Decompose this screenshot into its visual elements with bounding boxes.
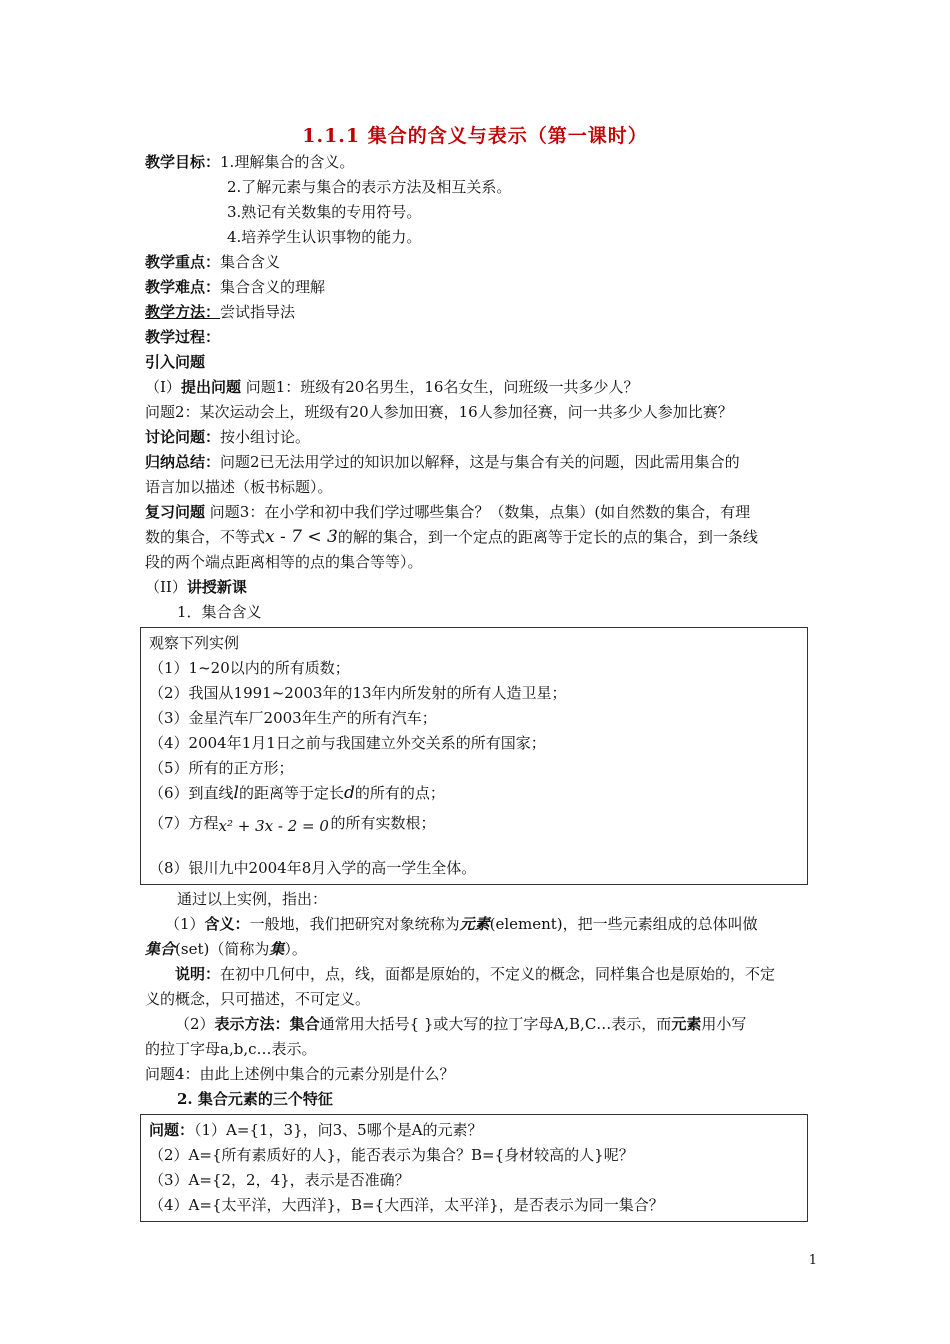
question-item: （3）A={2，2，4}，表示是否准确？	[149, 1171, 410, 1189]
question-item: （2）A={所有素质好的人}，能否表示为集合？B={身材较高的人}呢？	[149, 1146, 634, 1164]
term-set-short: 集	[269, 940, 285, 958]
meaning-text: ）。	[284, 940, 307, 958]
example-item: （2）我国从1991~2003年的13年内所发射的所有人造卫星；	[149, 684, 567, 702]
example-item: （8）银川九中2004年8月入学的高一学生全体。	[149, 859, 477, 877]
summary-row	[145, 450, 811, 475]
repr-label: 表示方法：	[214, 1015, 290, 1033]
page-title: 1.1.1 集合的含义与表示（第一课时）	[302, 125, 648, 147]
objective-item: 1.理解集合的含义。	[220, 153, 355, 171]
repr-prefix: （2）	[175, 1015, 215, 1033]
equation-formula	[218, 806, 331, 835]
meaning-text: 一般地，我们把研究对象统称为	[249, 915, 460, 933]
part1-row	[145, 375, 811, 400]
example-item: （4）2004年1月1日之前与我国建立外交关系的所有国家；	[149, 734, 546, 752]
part2-row	[145, 575, 811, 600]
line-symbol: l	[233, 783, 239, 803]
method-label: 教学方法：	[145, 303, 221, 321]
summary-label: 归纳总结：	[145, 453, 221, 471]
key-point-label: 教学重点：	[145, 253, 221, 271]
meaning-prefix: （1）	[165, 915, 205, 933]
section2-heading: 2. 集合元素的三个特征	[177, 1090, 333, 1108]
representation-row	[145, 1012, 811, 1037]
point-out-text: 通过以上实例，指出：	[177, 890, 328, 908]
explain-text: 在初中几何中，点，线，面都是原始的，不定义的概念，同样集合也是原始的，不定	[220, 965, 776, 983]
meaning-row	[145, 912, 811, 937]
question-2: 问题2：某次运动会上，班级有20人参加田赛，16人参加径赛，问一共多少人参加比赛？	[145, 403, 733, 421]
discuss-text: 按小组讨论。	[220, 428, 311, 446]
difficulty-row	[145, 275, 811, 300]
process-label: 教学过程：	[145, 328, 221, 346]
meaning-row-2	[145, 937, 811, 962]
example-text: （7）方程	[149, 814, 219, 832]
question-1: 问题1：班级有20名男生，16名女生，问班级一共多少人？	[240, 378, 639, 396]
part2-prefix: （II）	[145, 578, 187, 596]
repr-text: 通常用大括号{ }或大写的拉丁字母A,B,C…表示，而	[319, 1015, 672, 1033]
inequality-formula: x - 7 < 3	[265, 527, 338, 547]
question-4: 问题4：由此上述例中集合的元素分别是什么？	[145, 1065, 455, 1083]
meaning-text: (set)（简称为	[175, 940, 270, 958]
review-text: 问题3：在小学和初中我们学过哪些集合？（数集，点集）(如自然数的集合，有理	[205, 503, 751, 521]
discuss-label: 讨论问题：	[145, 428, 221, 446]
example-text: 的距离等于定长	[238, 784, 344, 802]
meaning-label: 含义：	[204, 915, 250, 933]
question-text: （1）A={1，3}，问3、5哪个是A的元素？	[194, 1121, 483, 1139]
question-item: （4）A={太平洋，大西洋}，B={大西洋，太平洋}，是否表示为同一集合？	[149, 1196, 664, 1214]
document-body	[145, 150, 811, 1224]
method-text: 尝试指导法	[220, 303, 296, 321]
term-set: 集合	[289, 1015, 320, 1033]
difficulty-text: 集合含义的理解	[220, 278, 326, 296]
example-item: （5）所有的正方形；	[149, 759, 294, 777]
objective-item: 2.了解元素与集合的表示方法及相互关系。	[227, 178, 512, 196]
objectives-row	[145, 150, 811, 175]
term-element: 元素	[459, 915, 490, 933]
summary-text: 问题2已无法用学过的知识加以解释，这是与集合有关的问题，因此需用集合的	[220, 453, 740, 471]
method-row	[145, 300, 811, 325]
repr-text-cont: 的拉丁字母a,b,c…表示。	[145, 1040, 317, 1058]
summary-text-cont: 语言加以描述（板书标题）。	[145, 478, 333, 496]
page-number: 1	[808, 1253, 817, 1268]
difficulty-label: 教学难点：	[145, 278, 221, 296]
questions-box	[140, 1114, 808, 1222]
example-item-7	[149, 806, 799, 856]
part1-label: 提出问题	[180, 378, 241, 396]
part2-label: 讲授新课	[186, 578, 247, 596]
review-label: 复习问题	[145, 503, 206, 521]
review-row	[145, 500, 811, 525]
review-text-cont: 段的两个端点距离相等的点的集合等等）。	[145, 553, 423, 571]
explain-row	[145, 962, 811, 987]
examples-header: 观察下列实例	[149, 634, 240, 652]
example-text: （6）到直线	[149, 784, 234, 802]
example-item: （3）金星汽车厂2003年生产的所有汽车；	[149, 709, 437, 727]
key-point-row	[145, 250, 811, 275]
equation-text: x² + 3x - 2 = 0	[218, 817, 329, 835]
questions-label: 问题：	[149, 1121, 195, 1139]
part1-prefix: （I）	[145, 378, 181, 396]
review-row-2	[145, 525, 811, 550]
example-item-6	[149, 781, 799, 806]
example-item: （1）1~20以内的所有质数；	[149, 659, 350, 677]
repr-text: 用小写	[701, 1015, 747, 1033]
intro-label: 引入问题	[145, 353, 206, 371]
question-item-1	[149, 1118, 799, 1143]
term-set: 集合	[145, 940, 176, 958]
objectives-label: 教学目标：	[145, 153, 221, 171]
example-text: 的所有实数根；	[330, 814, 436, 832]
key-point-text: 集合含义	[220, 253, 281, 271]
review-text: 的解的集合，到一个定点的距离等于定长的点的集合，到一条线	[337, 528, 758, 546]
section1-heading: 1．集合含义	[177, 603, 262, 621]
objective-item: 3.熟记有关数集的专用符号。	[227, 203, 422, 221]
explain-label: 说明：	[175, 965, 221, 983]
review-text: 数的集合，不等式	[145, 528, 266, 546]
examples-box	[140, 627, 808, 885]
explain-text-cont: 义的概念，只可描述，不可定义。	[145, 990, 371, 1008]
example-text: 的所有的点；	[354, 784, 445, 802]
meaning-text: (element)，把一些元素组成的总体叫做	[489, 915, 758, 933]
discuss-row	[145, 425, 811, 450]
length-symbol: d	[344, 783, 355, 803]
term-element: 元素	[671, 1015, 702, 1033]
objective-item: 4.培养学生认识事物的能力。	[227, 228, 422, 246]
